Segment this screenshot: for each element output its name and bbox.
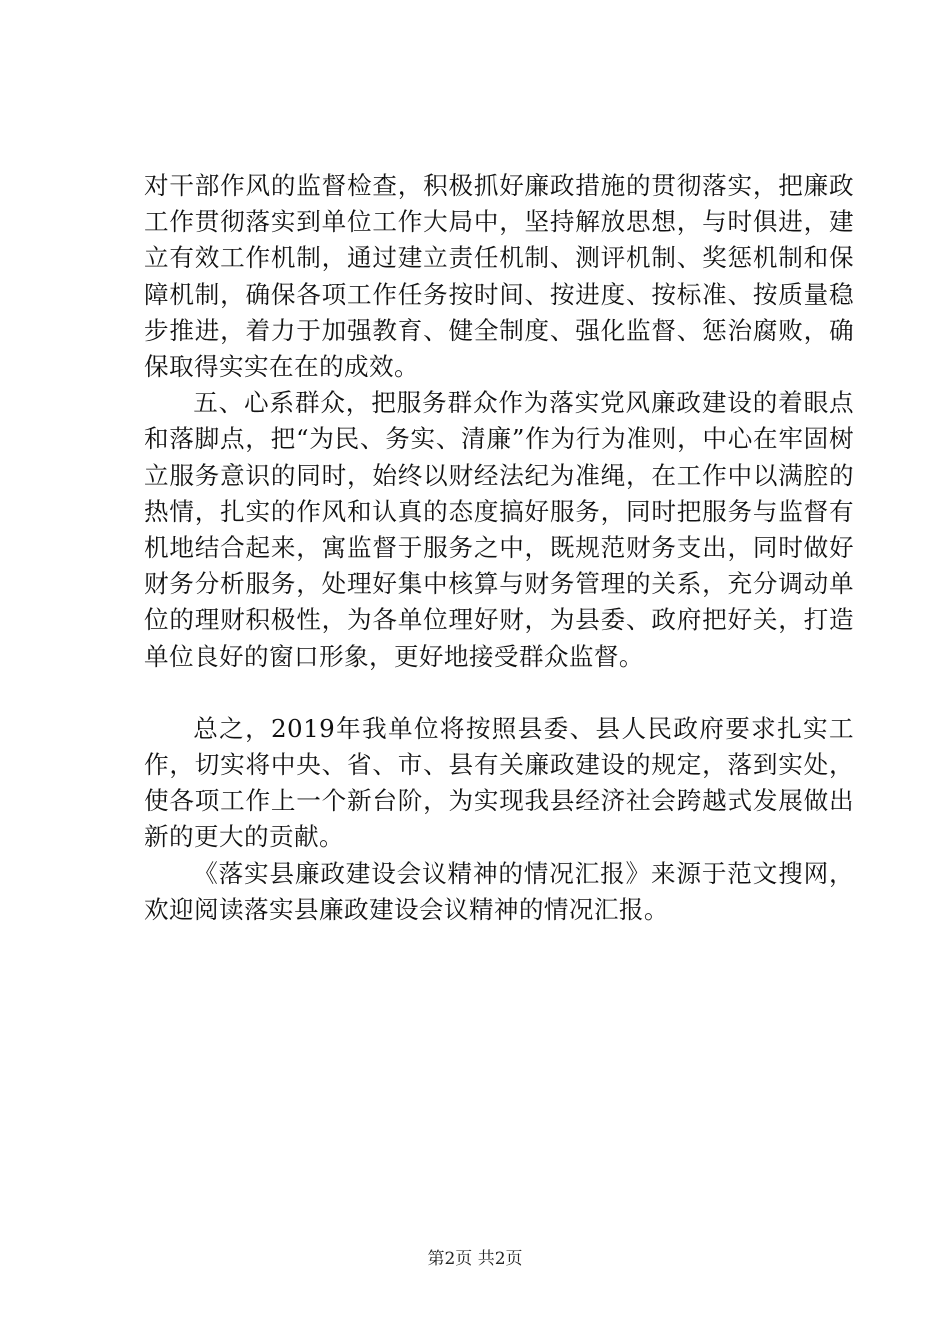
paragraph-continuation: 对干部作风的监督检查，积极抓好廉政措施的贯彻落实，把廉政工作贯彻落实到单位工作大局中，坚持解放思想，与时俱进，建立有效工作机制，通过建立责任机制、测评机制、奖惩机制和保障机制，确保各项工作任务按时间、按进度、按标准、按质量稳步推进，着力于加强教育、健全制度、强化监督、惩治腐败，确保取得实实在在的成效。 <box>144 171 854 382</box>
page-number: 第2页 共2页 <box>427 1249 523 1269</box>
paragraph-conclusion: 总之，2019年我单位将按照县委、县人民政府要求扎实工作，切实将中央、省、市、县有关廉政建设的规定，落到实处，使各项工作上一个新台阶，为实现我县经济社会跨越式发展做出新的更大的贡献。 <box>144 713 854 852</box>
paragraph-section-five: 五、心系群众，把服务群众作为落实党风廉政建设的着眼点和落脚点，把“为民、务实、清廉”作为行为准则，中心在牢固树立服务意识的同时，始终以财经法纪为准绳，在工作中以满腔的热情，扎实的作风和认真的态度搞好服务，同时把服务与监督有机地结合起来，寓监督于服务之中，既规范财务支出，同时做好财务分析服务，处理好集中核算与财务管理的关系，充分调动单位的理财积极性，为各单位理好财，为县委、政府把好关，打造单位良好的窗口形象，更好地接受群众监督。 <box>144 388 854 671</box>
paragraph-source-note: 《落实县廉政建设会议精神的情况汇报》来源于范文搜网，欢迎阅读落实县廉政建设会议精神的情况汇报。 <box>144 858 854 924</box>
document-body <box>144 168 854 928</box>
